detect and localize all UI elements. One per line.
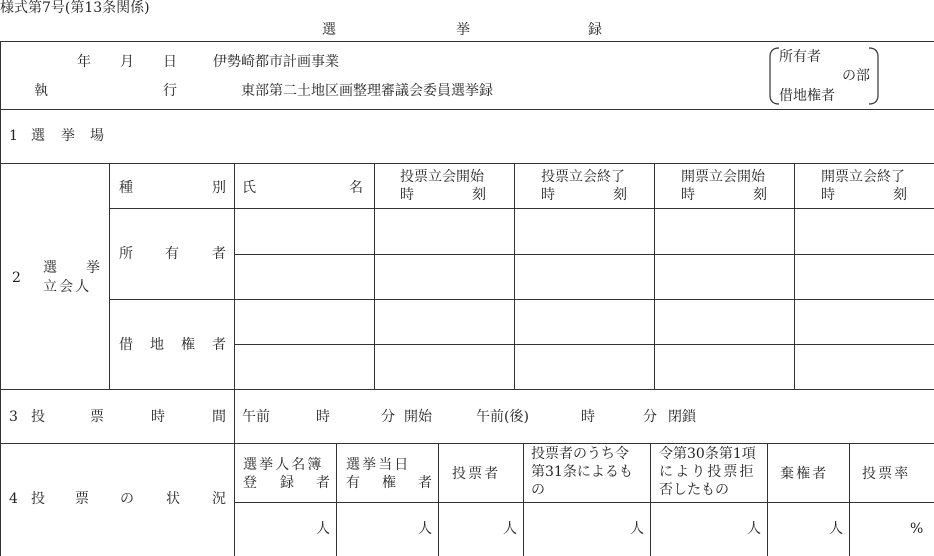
s4-unit-4: 人 xyxy=(630,521,644,537)
s4-col5-line2: により投票拒 xyxy=(659,464,756,480)
line-after-sec3 xyxy=(0,443,934,444)
sec3-char-3: 時 xyxy=(151,409,165,425)
line-top xyxy=(0,41,934,42)
exec-char-2: 行 xyxy=(163,83,177,99)
col-count-open-line1: 開票立会開始 xyxy=(681,169,765,185)
row-lessee-char-1: 借 xyxy=(119,337,133,353)
sec3-start: 開始 xyxy=(404,409,432,425)
s4-col2-line1: 選挙当日 xyxy=(346,457,411,473)
section-lessee: 借地権者 xyxy=(779,88,835,104)
sec3-min1: 分 xyxy=(381,409,395,425)
sec3-num: 3 xyxy=(9,409,18,425)
sec2-label-line2: 立会人 xyxy=(43,279,92,295)
line-sec2-header xyxy=(109,208,934,209)
row-owner-char-2: 有 xyxy=(165,246,179,262)
line-vote-open xyxy=(514,163,515,389)
line-count-open xyxy=(794,163,795,389)
s4-col7: 投票率 xyxy=(862,466,911,482)
sec4-char-1: 投 xyxy=(31,491,45,507)
col-type-char-2: 別 xyxy=(212,180,226,196)
sec3-hour1: 時 xyxy=(316,409,330,425)
s4-col4-line1: 投票者のうち令 xyxy=(531,446,629,462)
s4-unit-2: 人 xyxy=(418,521,432,537)
col-vote-open-char-1: 時 xyxy=(400,187,414,203)
col-count-close-char-2: 刻 xyxy=(893,187,907,203)
line-sec4-header xyxy=(234,502,934,503)
title-char-2: 挙 xyxy=(456,22,470,38)
line-owner-lessee xyxy=(109,299,934,300)
col-name-char-2: 名 xyxy=(349,180,363,196)
sec3-ampm: 午前(後) xyxy=(476,409,529,425)
row-lessee-char-4: 者 xyxy=(212,337,226,353)
line-after-header xyxy=(0,109,934,110)
line-s4-c3 xyxy=(523,443,524,556)
row-owner-char-1: 所 xyxy=(119,246,133,262)
sec2-label-char-2: 挙 xyxy=(86,260,100,276)
title-char-1: 選 xyxy=(322,22,336,38)
sec3-char-2: 票 xyxy=(90,409,104,425)
s4-unit-5: 人 xyxy=(747,521,761,537)
line-s4-c5 xyxy=(767,443,768,556)
s4-col1-char-3: 者 xyxy=(316,475,330,491)
form-id: 様式第7号(第13条関係) xyxy=(0,0,150,16)
s4-col1-char-2: 録 xyxy=(280,475,294,491)
line-owner-mid xyxy=(234,254,934,255)
s4-col3: 投票者 xyxy=(452,466,501,482)
s4-unit-6: 人 xyxy=(829,521,843,537)
sec3-hour2: 時 xyxy=(581,409,595,425)
sec3-char-4: 間 xyxy=(212,409,226,425)
sec3-end: 閉鎖 xyxy=(668,409,696,425)
sec3-am: 午前 xyxy=(242,409,270,425)
sec2-num: 2 xyxy=(12,270,21,286)
col-vote-open-line1: 投票立会開始 xyxy=(400,169,484,185)
s4-col1-char-1: 登 xyxy=(243,475,257,491)
sec1-char-3: 場 xyxy=(90,128,104,144)
line-after-sec2 xyxy=(0,389,934,390)
section-owner: 所有者 xyxy=(779,49,821,65)
sec3-char-1: 投 xyxy=(31,409,45,425)
line-s4-c2 xyxy=(438,443,439,556)
line-vote-close xyxy=(654,163,655,389)
s4-unit-percent: % xyxy=(910,521,924,537)
s4-col2-char-2: 権 xyxy=(382,475,396,491)
col-count-close-line1: 開票立会終了 xyxy=(821,169,905,185)
sec4-char-4: 状 xyxy=(166,491,180,507)
line-left xyxy=(0,41,1,556)
exec-char-1: 執 xyxy=(34,83,48,99)
row-owner-char-3: 者 xyxy=(212,246,226,262)
sec2-label-char-1: 選 xyxy=(43,260,57,276)
line-sec2-label xyxy=(109,163,110,389)
s4-col5-line3: 否したもの xyxy=(659,482,729,498)
council-name: 東部第二土地区画整理審議会委員選挙録 xyxy=(241,83,493,99)
line-name-col xyxy=(374,163,375,389)
s4-col4-line3: の xyxy=(531,482,545,498)
col-vote-close-char-1: 時 xyxy=(541,187,555,203)
section-no-bu: の部 xyxy=(842,68,870,84)
row-lessee-char-2: 地 xyxy=(150,337,164,353)
col-type-char-1: 種 xyxy=(119,180,133,196)
s4-col2-char-1: 有 xyxy=(346,475,360,491)
col-count-close-char-1: 時 xyxy=(821,187,835,203)
col-vote-close-char-2: 刻 xyxy=(613,187,627,203)
date-day: 日 xyxy=(163,54,177,70)
col-count-open-char-2: 刻 xyxy=(753,187,767,203)
sec4-char-3: の xyxy=(120,491,134,507)
line-lessee-mid xyxy=(234,344,934,345)
s4-unit-3: 人 xyxy=(503,521,517,537)
col-name-char-1: 氏 xyxy=(242,180,256,196)
project-name: 伊勢崎都市計画事業 xyxy=(213,54,339,70)
row-lessee-char-3: 権 xyxy=(181,337,195,353)
s4-col1-line1: 選挙人名簿 xyxy=(243,457,324,473)
sec4-char-5: 況 xyxy=(212,491,226,507)
line-type-col xyxy=(234,163,235,556)
s4-col6: 棄権者 xyxy=(780,466,829,482)
sec4-num: 4 xyxy=(9,491,18,507)
col-vote-close-line1: 投票立会終了 xyxy=(541,169,625,185)
s4-col4-line2: 第31条によるも xyxy=(531,464,633,480)
col-vote-open-char-2: 刻 xyxy=(472,187,486,203)
col-count-open-char-1: 時 xyxy=(681,187,695,203)
s4-unit-1: 人 xyxy=(316,521,330,537)
s4-col5-line1: 令第30条第1項 xyxy=(659,446,756,462)
title-char-3: 録 xyxy=(588,22,602,38)
date-month: 月 xyxy=(120,54,134,70)
sec1-num: 1 xyxy=(9,128,18,144)
line-s4-c4 xyxy=(650,443,651,556)
date-year: 年 xyxy=(77,54,91,70)
sec3-min2: 分 xyxy=(643,409,657,425)
s4-col2-char-3: 者 xyxy=(418,475,432,491)
sec4-char-2: 票 xyxy=(75,491,89,507)
line-s4-c1 xyxy=(336,443,337,556)
line-s4-c6 xyxy=(849,443,850,556)
sec1-char-1: 選 xyxy=(31,128,45,144)
sec1-char-2: 挙 xyxy=(61,128,75,144)
